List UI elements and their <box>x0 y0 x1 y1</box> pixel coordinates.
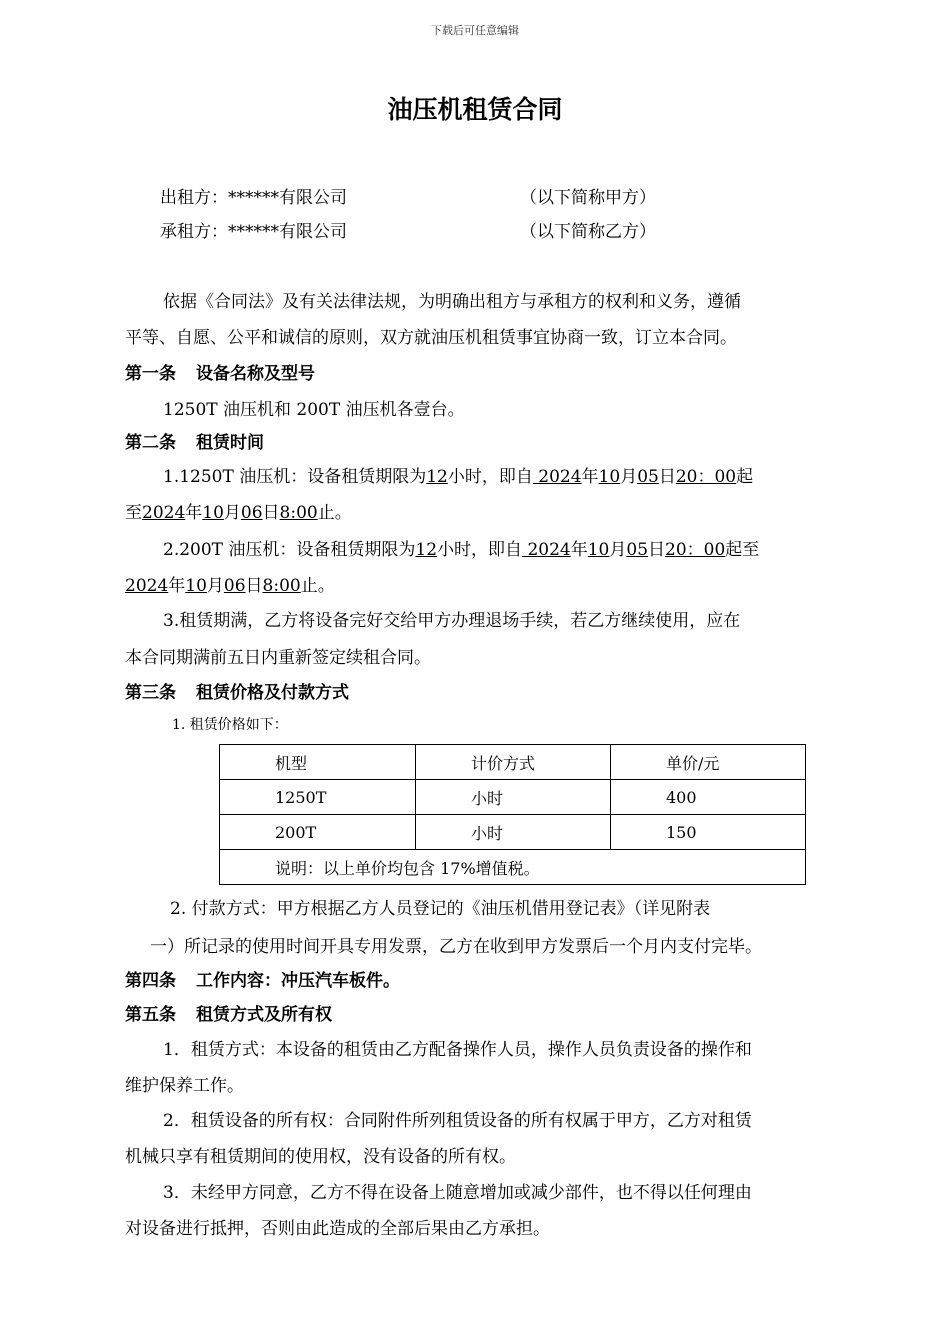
article-5-number: 第五条 <box>125 1005 176 1025</box>
table-note: 说明：以上单价均包含 17%增值税。 <box>220 850 806 885</box>
article-2-heading <box>125 428 264 453</box>
article-3-title: 租赁价格及付款方式 <box>196 683 349 703</box>
start-time: 20：00 <box>675 467 737 487</box>
article-2-item-2-line-2: 2024年10月06日8:00止。 <box>125 576 335 596</box>
start-month: 10 <box>598 467 621 487</box>
price-table <box>219 744 806 885</box>
table-cell: 小时 <box>416 815 611 850</box>
article-2-item-3-line-1: 3.租赁期满，乙方将设备完好交给甲方办理退场手续，若乙方继续使用，应在 <box>163 611 741 631</box>
article-1-text: 1250T 油压机和 200T 油压机各壹台。 <box>163 400 465 420</box>
end-day: 06 <box>240 503 263 523</box>
article-4-heading <box>125 966 400 991</box>
article-4-number: 第四条 <box>125 971 176 991</box>
article-2-item-1-line-1: 1.1250T 油压机：设备租赁期限为12小时，即自 2024年10月05日20：00起 <box>163 467 754 487</box>
header-note: 下载后可任意编辑 <box>431 24 519 37</box>
end-month: 10 <box>185 576 207 596</box>
end-year: 2024 <box>125 576 169 596</box>
article-1-title: 设备名称及型号 <box>196 364 315 384</box>
article-5-title: 租赁方式及所有权 <box>196 1005 332 1025</box>
article-2-item-3-line-2: 本合同期满前五日内重新签定续租合同。 <box>125 648 431 668</box>
article-5-item-3-line-1: 3．未经甲方同意，乙方不得在设备上随意增加或减少部件，也不得以任何理由 <box>163 1183 752 1203</box>
article-2-item-2-line-1: 2.200T 油压机：设备租赁期限为12小时，即自 2024年10月05日20：00起至 <box>163 540 760 560</box>
lessee-alias: （以下简称乙方） <box>520 222 656 242</box>
table-row <box>220 780 806 815</box>
start-time: 20：00 <box>665 540 726 560</box>
table-header-cell: 计价方式 <box>416 745 611 780</box>
table-header-cell: 单价/元 <box>611 745 806 780</box>
hours-value: 12 <box>415 540 438 560</box>
table-note-row <box>220 850 806 885</box>
article-3-number: 第三条 <box>125 683 176 703</box>
lessor-label: 出租方：******有限公司 <box>160 188 347 208</box>
start-day: 05 <box>637 467 659 487</box>
hours-value: 12 <box>426 467 448 487</box>
article-2-number: 第二条 <box>125 433 176 453</box>
table-header-row <box>220 745 806 780</box>
end-time: 8:00 <box>262 576 301 596</box>
article-2-item-1-line-2: 至2024年10月06日8:00止。 <box>125 503 352 523</box>
table-cell: 1250T <box>220 780 416 815</box>
lessor-alias: （以下简称甲方） <box>520 188 656 208</box>
article-5-item-2-line-2: 机械只享有租赁期间的使用权，没有设备的所有权。 <box>125 1147 516 1167</box>
table-row <box>220 815 806 850</box>
article-5-item-3-line-2: 对设备进行抵押，否则由此造成的全部后果由乙方承担。 <box>125 1219 550 1239</box>
end-day: 06 <box>223 576 246 596</box>
article-3-heading <box>125 678 349 703</box>
article-1-number: 第一条 <box>125 364 176 384</box>
start-year: 2024 <box>532 467 582 487</box>
end-time: 8:00 <box>279 503 318 523</box>
start-month: 10 <box>587 540 610 560</box>
article-5-item-2-line-1: 2．租赁设备的所有权：合同附件所列租赁设备的所有权属于甲方，乙方对租赁 <box>163 1111 752 1131</box>
intro-line-1: 依据《合同法》及有关法律法规，为明确出租方与承租方的权利和义务，遵循 <box>163 292 741 312</box>
start-year: 2024 <box>522 540 571 560</box>
article-4-title: 工作内容：冲压汽车板件。 <box>196 971 400 991</box>
article-5-item-1-line-2: 维护保养工作。 <box>125 1076 244 1096</box>
article-1-heading <box>125 359 315 384</box>
payment-line-1: 2. 付款方式：甲方根据乙方人员登记的《油压机借用登记表》（详见附表 <box>170 899 711 919</box>
end-month: 10 <box>202 503 224 523</box>
intro-line-2: 平等、自愿、公平和诚信的原则，双方就油压机租赁事宜协商一致，订立本合同。 <box>125 328 737 348</box>
payment-line-2: 一）所记录的使用时间开具专用发票，乙方在收到甲方发票后一个月内支付完毕。 <box>150 937 762 957</box>
table-cell: 200T <box>220 815 416 850</box>
table-header-cell: 机型 <box>220 745 416 780</box>
start-day: 05 <box>626 540 649 560</box>
table-cell: 小时 <box>416 780 611 815</box>
table-cell: 150 <box>611 815 806 850</box>
article-2-title: 租赁时间 <box>196 433 264 453</box>
table-cell: 400 <box>611 780 806 815</box>
price-intro: 1. 租赁价格如下： <box>172 717 288 733</box>
article-5-heading <box>125 1000 332 1025</box>
article-5-item-1-line-1: 1．租赁方式：本设备的租赁由乙方配备操作人员，操作人员负责设备的操作和 <box>163 1040 752 1060</box>
end-year: 2024 <box>142 503 186 523</box>
document-title: 油压机租赁合同 <box>387 95 563 124</box>
lessee-label: 承租方：******有限公司 <box>160 222 347 242</box>
